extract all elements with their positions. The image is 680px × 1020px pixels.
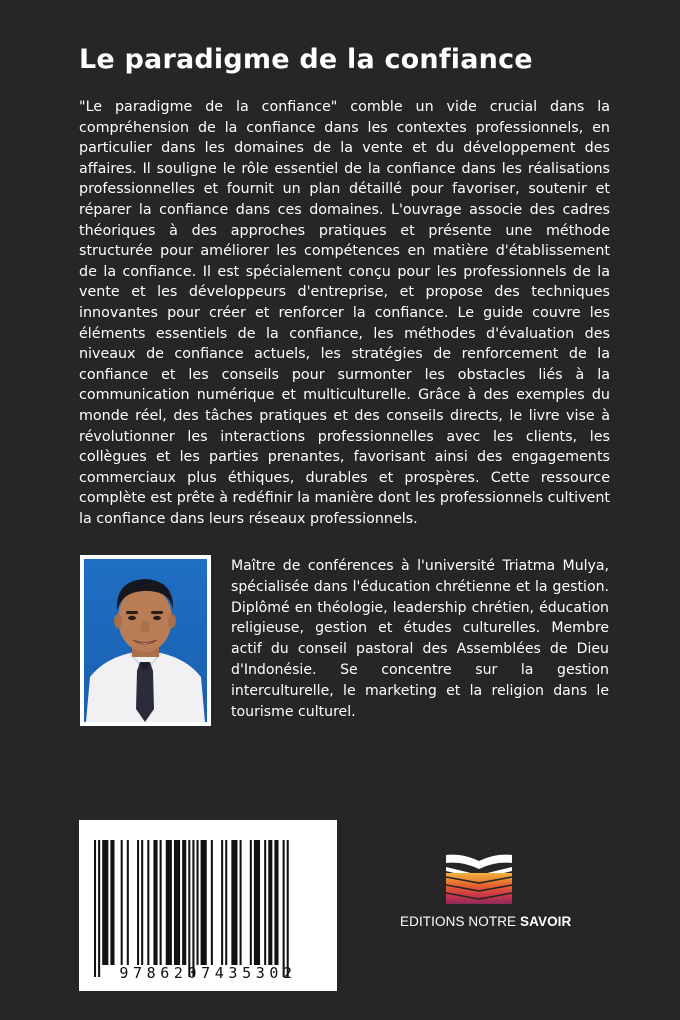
publisher-logo-icon (445, 853, 513, 905)
barcode-bar (254, 840, 260, 965)
author-bio: Maître de conférences à l'université Triatma Mulya, spécialisée dans l'éducation chrétienne et la gestion. Diplômé en théologie, leadership chrétien, éducation religieuse, gestion et études culturelles. Membre actif du conseil pastoral des Assemblées de Dieu d'Indonésie. Se concentre sur la gestion interculturelle, le marketing et la religion dans le tourisme culturel. (231, 558, 609, 720)
publisher-name (400, 914, 572, 929)
barcode-bar (182, 840, 186, 965)
barcode-bar (221, 840, 223, 965)
barcode-bar (166, 840, 172, 965)
barcode-bar (137, 840, 139, 965)
barcode-bar (211, 840, 213, 965)
book-title: Le paradigme de la confiance (79, 44, 533, 75)
barcode-bar (197, 840, 199, 965)
barcode-bar (160, 840, 162, 965)
barcode-bar (188, 840, 190, 977)
barcode-bar (201, 840, 207, 965)
barcode-bar (264, 840, 266, 965)
barcode-bar (274, 840, 278, 965)
barcode-bar (147, 840, 149, 965)
barcode-bar (174, 840, 180, 965)
barcode-bar (141, 840, 143, 965)
barcode-bar (192, 840, 194, 977)
barcode-bar (127, 840, 129, 965)
barcode-bar (225, 840, 227, 965)
barcode-bar (94, 840, 96, 977)
barcode-bar (121, 840, 123, 965)
barcode-bar (287, 840, 289, 977)
isbn-number: 9786207435302 (119, 964, 297, 982)
barcode-bar (110, 840, 114, 965)
author-photo (80, 555, 211, 726)
publisher-name-bold: SAVOIR (520, 914, 572, 929)
barcode-bar (268, 840, 272, 965)
barcode-bar (231, 840, 237, 965)
publisher-name-regular: EDITIONS NOTRE (400, 914, 521, 929)
book-description: "Le paradigme de la confiance" comble un vide crucial dans la compréhension de la confiance dans les contextes professionnels, en particulier dans les domaines de la vente et du développement des affaires. Il souligne le rôle essentiel de la confiance dans les réalisations professionnelles et fournit un plan détaillé pour favoriser, soutenir et réparer la confiance dans ces domaines. L'ouvrage associe des cadres théoriques à des approches pratiques et présente une méthode structurée pour améliorer les compétences en matière d'établissement de la confiance. Il est spécialement conçu pour les professionnels de la vente et les développeurs d'entreprise, et propose des techniques innovantes pour créer et renforcer la confiance. Le guide couvre les éléments essentiels de la confiance, les méthodes d'évaluation des niveaux de confiance actuels, les stratégies de renforcement de la confiance et les conseils pour surmonter les obstacles liés à la communication numérique et multiculturelle. Grâce à des exemples du monde réel, des tâches pratiques et des conseils directs, le livre vise à révolutionner les interactions professionnelles avec les clients, les collègues et les parties prenantes, favorisant ainsi des engagements commerciaux plus éthiques, durables et prospères. Cette ressource complète est prête à redéfinir la manière dont les professionnels cultivent la confiance dans leurs réseaux professionnels. (79, 99, 610, 527)
barcode-bar (240, 840, 242, 965)
barcode-bar (98, 840, 100, 977)
barcode-bar (283, 840, 285, 977)
barcode-bar (250, 840, 252, 965)
barcode-bar (102, 840, 108, 965)
barcode-bar (153, 840, 157, 965)
barcode (79, 820, 337, 991)
